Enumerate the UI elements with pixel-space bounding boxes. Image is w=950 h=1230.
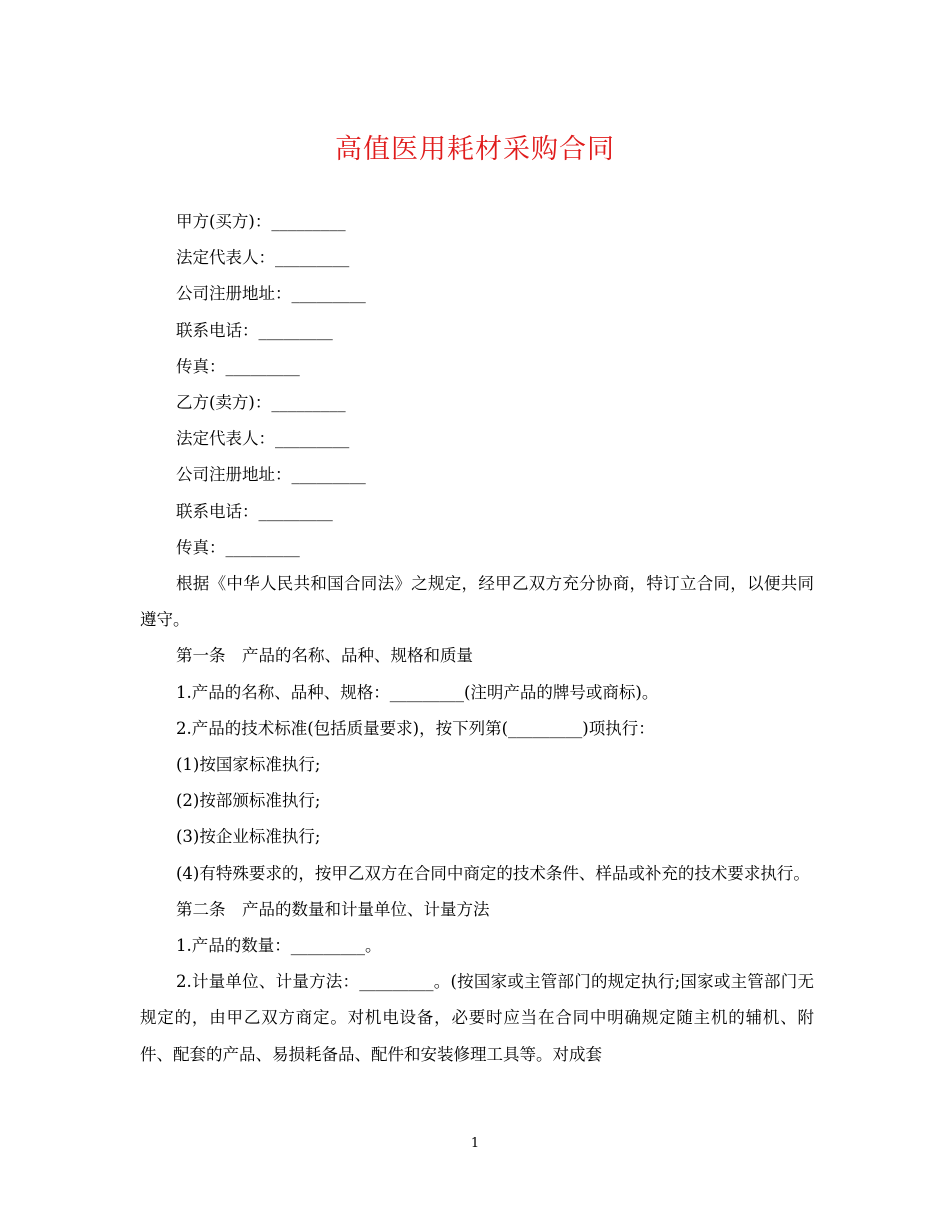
paragraph-party-b-fax: 传真：_________ (176, 537, 300, 557)
article-1-option-4: (4)有特殊要求的，按甲乙双方在合同中商定的技术条件、样品或补充的技术要求执行。 (176, 863, 810, 883)
paragraph-party-a-address: 公司注册地址：_________ (176, 284, 366, 304)
article-1-heading: 第一条 产品的名称、品种、规格和质量 (176, 646, 473, 666)
article-1-option-1: (1)按国家标准执行; (176, 755, 321, 775)
article-1-item-2: 2.产品的技术标准(包括质量要求)，按下列第(_________)项执行： (176, 718, 655, 738)
paragraph-party-b-address: 公司注册地址：_________ (176, 465, 366, 485)
article-2-item-2: 2.计量单位、计量方法：_________。(按国家或主管部门的规定执行;国家或主管部门无规定的，由甲乙双方商定。对机电设备，必要时应当在合同中明确规定随主机的辅机、附件、配套的产品、易损耗备品、配件和安装修理工具等。对成套 (140, 972, 814, 1064)
article-2-heading: 第二条 产品的数量和计量单位、计量方法 (176, 899, 490, 919)
paragraph-party-b-phone: 联系电话：_________ (176, 501, 333, 521)
paragraph-party-a: 甲方(买方)：_________ (176, 212, 346, 231)
article-1-option-2: (2)按部颁标准执行; (176, 791, 321, 811)
article-1-option-3: (3)按企业标准执行; (176, 827, 321, 847)
paragraph-party-a-phone: 联系电话：_________ (176, 320, 333, 340)
article-1-item-1: 1.产品的名称、品种、规格：_________(注明产品的牌号或商标)。 (176, 682, 659, 702)
paragraph-party-a-representative: 法定代表人：_________ (176, 248, 350, 268)
paragraph-preamble: 根据《中华人民共和国合同法》之规定，经甲乙双方充分协商，特订立合同，以便共同遵守。 (140, 574, 814, 630)
contract-body (140, 204, 814, 1073)
paragraph-party-a-fax: 传真：_________ (176, 356, 300, 376)
paragraph-party-b-representative: 法定代表人：_________ (176, 429, 350, 449)
paragraph-party-b: 乙方(卖方)：_________ (176, 393, 346, 413)
article-2-item-1: 1.产品的数量：_________。 (176, 936, 382, 956)
page-number: 1 (470, 1136, 480, 1151)
document-title: 高值医用耗材采购合同 (335, 134, 615, 165)
